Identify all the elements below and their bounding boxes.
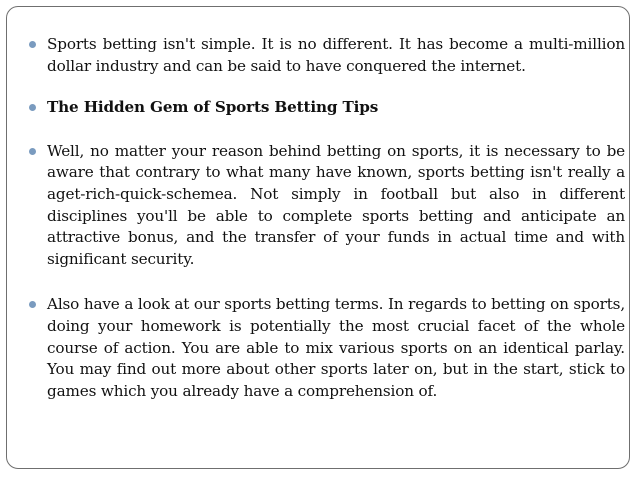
bullet-item-heading [29,97,625,119]
bullet-list [29,34,625,422]
bullet-item-terms [29,294,625,402]
section-heading: The Hidden Gem of Sports Betting Tips [47,98,379,117]
bullet-dot-icon [29,104,36,111]
bullet-item-intro [29,34,625,77]
bullet-dot-icon [29,301,36,308]
bullet-dot-icon [29,148,36,155]
slide-frame [6,6,630,469]
bullet-text: Sports betting isn't simple. It is no different. It has become a multi-million dollar industry and can be said to have conquered the internet. [47,35,625,75]
bullet-item-reasons [29,141,625,271]
bullet-text: Also have a look at our sports betting terms. In regards to betting on sports, doing your homework is potentially the most crucial facet of the whole course of action. You are able to mix various sports on an identical parlay. You may find out more about other sports later on, but in the start, stick to games which you already have a comprehension of. [47,295,625,400]
bullet-dot-icon [29,41,36,48]
bullet-text: Well, no matter your reason behind betting on sports, it is necessary to be aware that contrary to what many have known, sports betting isn't really a aget-rich-quick-schemea. Not simply in football but also in different disciplines you'll be able to complete sports betting and anticipate an attractive bonus, and the transfer of your funds in actual time and with significant security. [47,141,625,268]
